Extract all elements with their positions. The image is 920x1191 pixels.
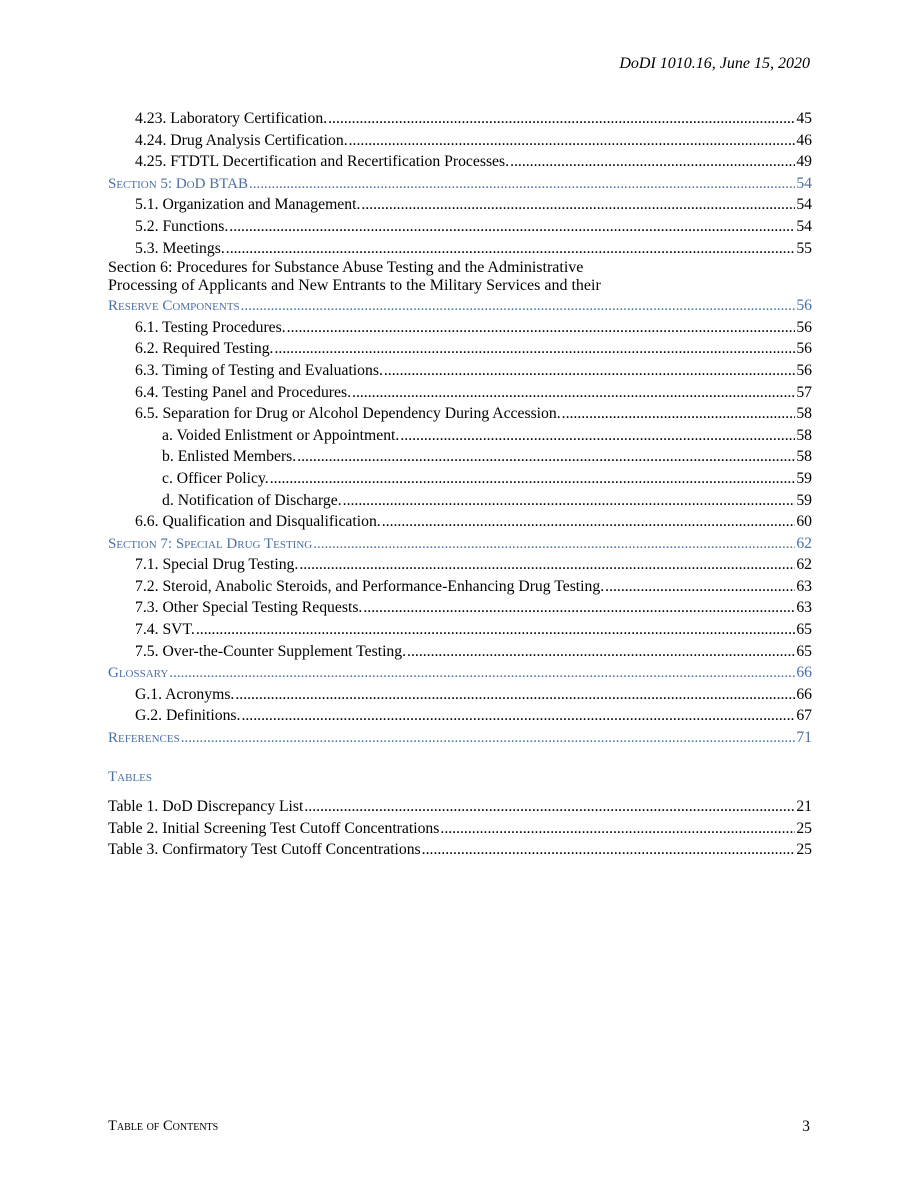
toc-entry-text: 4.25. FTDTL Decertification and Recertification Processes. — [135, 153, 510, 171]
table-list-entry[interactable] — [108, 839, 812, 861]
toc-entry-text: 7.3. Other Special Testing Requests. — [135, 599, 363, 617]
dot-leader — [299, 554, 795, 576]
toc-page-number: 54 — [796, 174, 812, 192]
document-header: DoDI 1010.16, June 15, 2020 — [619, 55, 810, 72]
toc-page-number: 58 — [796, 448, 812, 466]
toc-page-number: 54 — [796, 217, 812, 235]
table-of-contents — [108, 108, 812, 861]
toc-entry[interactable] — [108, 576, 812, 598]
dot-leader — [562, 403, 796, 425]
toc-page-number: 60 — [796, 513, 812, 531]
toc-entry[interactable] — [108, 151, 812, 173]
dot-leader — [352, 382, 795, 404]
toc-page-number: 55 — [796, 239, 812, 257]
dot-leader — [510, 151, 795, 173]
toc-entry[interactable] — [108, 490, 812, 512]
toc-entry-text: Section 7: Special Drug Testing — [108, 535, 313, 552]
toc-entry-text: 6.6. Qualification and Disqualification. — [135, 513, 381, 531]
dot-leader — [440, 818, 795, 840]
table-list-entry[interactable] — [108, 818, 812, 840]
toc-section-heading[interactable] — [108, 173, 812, 195]
dot-leader — [287, 317, 796, 339]
toc-entry[interactable] — [108, 360, 812, 382]
toc-page-number: 66 — [796, 685, 812, 703]
toc-section-heading-line[interactable]: Processing of Applicants and New Entrants to the Military Services and their — [108, 277, 601, 295]
toc-entry-text: 6.2. Required Testing. — [135, 340, 274, 358]
toc-entry[interactable] — [108, 338, 812, 360]
toc-page-number: 65 — [796, 642, 812, 660]
toc-entry-text: b. Enlisted Members. — [162, 448, 297, 466]
toc-page-number: 45 — [796, 110, 812, 127]
dot-leader — [297, 446, 795, 468]
dot-leader — [400, 425, 795, 447]
dot-leader — [249, 174, 795, 196]
toc-entry[interactable] — [108, 597, 812, 619]
dot-leader — [241, 705, 795, 727]
toc-entry-text: 6.5. Separation for Drug or Alcohol Dependency During Accession. — [135, 405, 561, 423]
toc-page-number: 58 — [796, 405, 812, 423]
dot-leader — [304, 796, 795, 818]
dot-leader — [169, 663, 795, 685]
dot-leader — [407, 641, 795, 663]
toc-entry-text: 4.24. Drug Analysis Certification. — [135, 131, 348, 149]
toc-page-number: 25 — [796, 841, 812, 859]
toc-section-heading[interactable] — [108, 295, 812, 317]
toc-entry-text: c. Officer Policy. — [162, 469, 269, 487]
toc-entry[interactable] — [108, 130, 812, 152]
toc-section-heading[interactable] — [108, 662, 812, 684]
toc-entry-text: Table 2. Initial Screening Test Cutoff Concentrations — [108, 819, 440, 837]
toc-entry-text: Table 1. DoD Discrepancy List — [108, 798, 304, 816]
toc-entry[interactable] — [108, 425, 812, 447]
toc-entry[interactable] — [108, 619, 812, 641]
toc-entry[interactable] — [108, 108, 812, 130]
toc-entry[interactable] — [108, 382, 812, 404]
toc-page-number: 21 — [796, 798, 812, 816]
toc-entry-text: Table 3. Confirmatory Test Cutoff Concentrations — [108, 841, 421, 859]
dot-leader — [229, 216, 795, 238]
dot-leader — [241, 296, 796, 318]
toc-entry-text: Section 5: DoD BTAB — [108, 175, 248, 192]
toc-page-number: 54 — [796, 196, 812, 214]
toc-entry-text: 5.3. Meetings. — [135, 239, 225, 257]
toc-entry-text: 6.1. Testing Procedures. — [135, 318, 286, 336]
spacer — [108, 788, 812, 796]
toc-entry-text: 5.2. Functions. — [135, 217, 229, 235]
dot-leader — [274, 338, 795, 360]
toc-page-number: 66 — [796, 664, 812, 682]
toc-entry-text: Glossary — [108, 665, 169, 682]
toc-entry-text: 7.4. SVT. — [135, 621, 195, 639]
toc-page-number: 65 — [796, 621, 812, 639]
toc-page-number: 71 — [796, 729, 812, 747]
toc-page-number: 67 — [796, 707, 812, 725]
toc-entry[interactable] — [108, 238, 812, 260]
dot-leader — [181, 728, 796, 750]
toc-page-number: 63 — [796, 599, 812, 617]
toc-page-number: 62 — [796, 556, 812, 574]
toc-entry[interactable] — [108, 446, 812, 468]
toc-entry[interactable] — [108, 317, 812, 339]
tables-heading: Tables — [108, 768, 152, 785]
toc-page-number: 58 — [796, 426, 812, 444]
dot-leader — [384, 360, 795, 382]
toc-section-heading[interactable] — [108, 727, 812, 749]
dot-leader — [382, 511, 796, 533]
toc-entry-text: G.1. Acronyms. — [135, 685, 235, 703]
toc-entry-text: 7.2. Steroid, Anabolic Steroids, and Performance-Enhancing Drug Testing. — [135, 577, 605, 595]
toc-entry-text: 6.3. Timing of Testing and Evaluations. — [135, 361, 383, 379]
toc-page-number: 56 — [796, 361, 812, 379]
toc-page-number: 63 — [796, 577, 812, 595]
dot-leader — [226, 238, 796, 260]
table-list-entry[interactable] — [108, 796, 812, 818]
toc-entry-text: 6.4. Testing Panel and Procedures. — [135, 383, 352, 401]
toc-entry[interactable] — [108, 684, 812, 706]
dot-leader — [422, 839, 796, 861]
toc-page-number: 57 — [796, 383, 812, 401]
dot-leader — [270, 468, 796, 490]
toc-entry-text: Reserve Components — [108, 298, 240, 315]
toc-section-heading[interactable] — [108, 533, 812, 555]
toc-entry[interactable] — [108, 403, 812, 425]
dot-leader — [343, 490, 796, 512]
toc-entry[interactable] — [108, 468, 812, 490]
toc-entry-text: 4.23. Laboratory Certification. — [135, 110, 328, 127]
toc-entry[interactable] — [108, 216, 812, 238]
dot-leader — [363, 597, 795, 619]
dot-leader — [361, 194, 795, 216]
dot-leader — [328, 108, 795, 130]
toc-entry-text: 7.1. Special Drug Testing. — [135, 556, 299, 574]
toc-page-number: 59 — [796, 469, 812, 487]
toc-page-number: 49 — [796, 153, 812, 171]
toc-page-number: 46 — [796, 131, 812, 149]
toc-entry-text: 5.1. Organization and Management. — [135, 196, 361, 214]
toc-page-number: 56 — [796, 297, 812, 315]
toc-entry-text: a. Voided Enlistment or Appointment. — [162, 426, 400, 444]
toc-entry[interactable] — [108, 511, 812, 533]
dot-leader — [605, 576, 795, 598]
toc-entry[interactable] — [108, 554, 812, 576]
toc-entry-text: 7.5. Over-the-Counter Supplement Testing. — [135, 642, 407, 660]
dot-leader — [235, 684, 795, 706]
footer-section-label: Table of Contents — [108, 1118, 219, 1134]
dot-leader — [313, 534, 795, 556]
toc-page-number: 62 — [796, 534, 812, 552]
toc-entry-text: G.2. Definitions. — [135, 707, 241, 725]
toc-entry-text: References — [108, 730, 180, 747]
toc-entry[interactable] — [108, 705, 812, 727]
toc-entry[interactable] — [108, 641, 812, 663]
dot-leader — [196, 619, 795, 641]
footer-page-number: 3 — [802, 1118, 810, 1135]
toc-entry-text: d. Notification of Discharge. — [162, 491, 342, 509]
toc-page-number: 59 — [796, 491, 812, 509]
toc-entry[interactable] — [108, 194, 812, 216]
toc-section-heading-line[interactable]: Section 6: Procedures for Substance Abuse Testing and the Administrative — [108, 259, 584, 277]
toc-page-number: 56 — [796, 318, 812, 336]
dot-leader — [349, 130, 796, 152]
toc-page-number: 56 — [796, 340, 812, 358]
toc-page-number: 25 — [796, 819, 812, 837]
